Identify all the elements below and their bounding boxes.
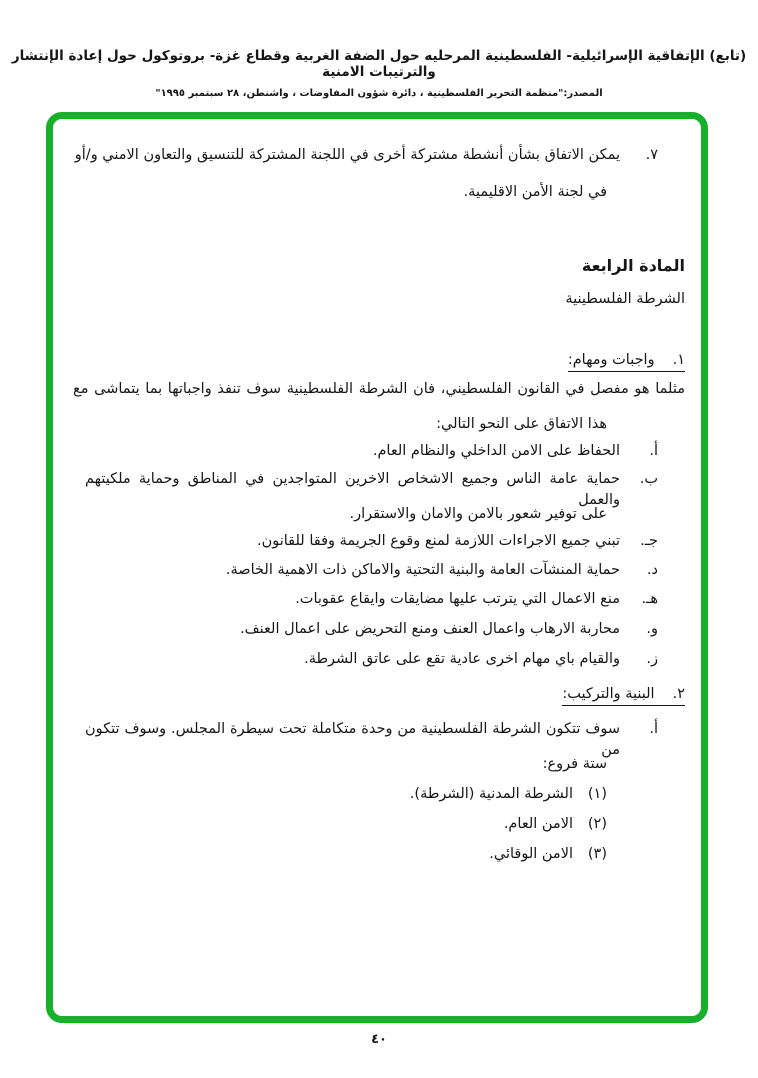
- list-item-d-marker: د.: [646, 562, 658, 578]
- subitem-3: [489, 844, 607, 865]
- list-item-h: [295, 589, 658, 610]
- section-2-item-a-text: سوف تتكون الشرطة الفلسطينية من وحدة متكاملة تحت سيطرة المجلس. وسوف تتكون من: [85, 721, 620, 758]
- list-item-z-marker: ز.: [646, 651, 658, 667]
- list-item-w-marker: و.: [646, 621, 658, 637]
- clause-7-line1: يمكن الاتفاق بشأن أنشطة مشتركة أخرى في اللجنة المشتركة للتنسيق والتعاون الامني و/أو: [74, 147, 620, 163]
- list-item-w: [240, 619, 658, 640]
- list-item-a: [373, 441, 658, 462]
- document-source: المصدر:"منظمة التحرير الفلسطينية ، دائرة شؤون المفاوضات ، واشنطن، ٢٨ سبتمبر ١٩٩٥": [155, 88, 603, 99]
- subitem-2-text: الامن العام.: [503, 816, 573, 832]
- list-item-j: [257, 531, 658, 552]
- list-item-j-text: تبني جميع الاجراءات اللازمة لمنع وقوع الجريمة وفقا للقانون.: [256, 533, 620, 549]
- section-1-number: ١.: [672, 352, 685, 368]
- list-item-a-marker: أ.: [649, 443, 658, 459]
- subitem-1-text: الشرطة المدنية (الشرطة).: [409, 786, 573, 802]
- subitem-1: [410, 784, 607, 805]
- subitem-2-marker: (٢): [587, 816, 607, 832]
- list-item-d: [226, 560, 658, 581]
- list-item-h-text: منع الاعمال التي يترتب عليها مضايقات وايقاع عقوبات.: [295, 591, 620, 607]
- section-2-label: البنية والتركيب:: [562, 686, 655, 702]
- list-item-b-marker: ب.: [639, 471, 658, 487]
- document-title: (تابع) الإتفاقية الإسرائيلية- الفلسطينية المرحليه حول الضفة الغربية وقطاع غزة- بروتوكول حول إعادة الإنتشار والترتيبات الامنية: [11, 48, 747, 80]
- subitem-3-marker: (٣): [587, 846, 607, 862]
- list-item-z: [304, 649, 658, 670]
- section-1-intro-line2: هذا الاتفاق على النحو التالي:: [436, 416, 607, 432]
- section-1-intro-line1: مثلما هو مفصل في القانون الفلسطيني، فان الشرطة الفلسطينية سوف تنفذ واجباتها بما يتماشى مع: [73, 381, 685, 397]
- list-item-h-marker: هـ.: [641, 591, 658, 607]
- clause-7-line2: في لجنة الأمن الاقليمية.: [463, 184, 607, 200]
- list-item-z-text: والقيام باي مهام اخرى عادية تقع على عاتق الشرطة.: [304, 651, 620, 667]
- section-1-heading: [568, 352, 685, 372]
- list-item-d-text: حماية المنشآت العامة والبنية التحتية والاماكن ذات الاهمية الخاصة.: [225, 562, 620, 578]
- section-2-heading: [562, 686, 685, 706]
- clause-7: [75, 145, 658, 166]
- list-item-w-text: محاربة الارهاب واعمال العنف ومنع التحريض على اعمال العنف.: [240, 621, 620, 637]
- clause-7-marker: ٧.: [645, 147, 658, 163]
- list-item-b-text: حماية عامة الناس وجميع الاشخاص الاخرين المتواجدين في المناطق وحماية ملكيتهم والعمل: [85, 471, 620, 508]
- section-2-item-a-line2: ستة فروع:: [542, 756, 607, 772]
- subitem-3-text: الامن الوقائي.: [489, 846, 573, 862]
- page-header: [0, 48, 758, 99]
- article-4-subtitle: الشرطة الفلسطينية: [565, 291, 685, 307]
- list-item-j-marker: جـ.: [640, 533, 658, 549]
- list-item-b-line2: على توفير شعور بالامن والامان والاستقرار.: [349, 506, 607, 522]
- section-1-label: واجبات ومهام:: [567, 352, 655, 368]
- article-4-title: المادة الرابعة: [581, 256, 685, 275]
- subitem-2: [504, 814, 607, 835]
- page-number: ٤٠: [371, 1032, 387, 1047]
- section-2-item-a-marker: أ.: [649, 721, 658, 737]
- section-2-number: ٢.: [672, 686, 685, 702]
- subitem-1-marker: (١): [587, 786, 607, 802]
- list-item-a-text: الحفاظ على الامن الداخلي والنظام العام.: [372, 443, 620, 459]
